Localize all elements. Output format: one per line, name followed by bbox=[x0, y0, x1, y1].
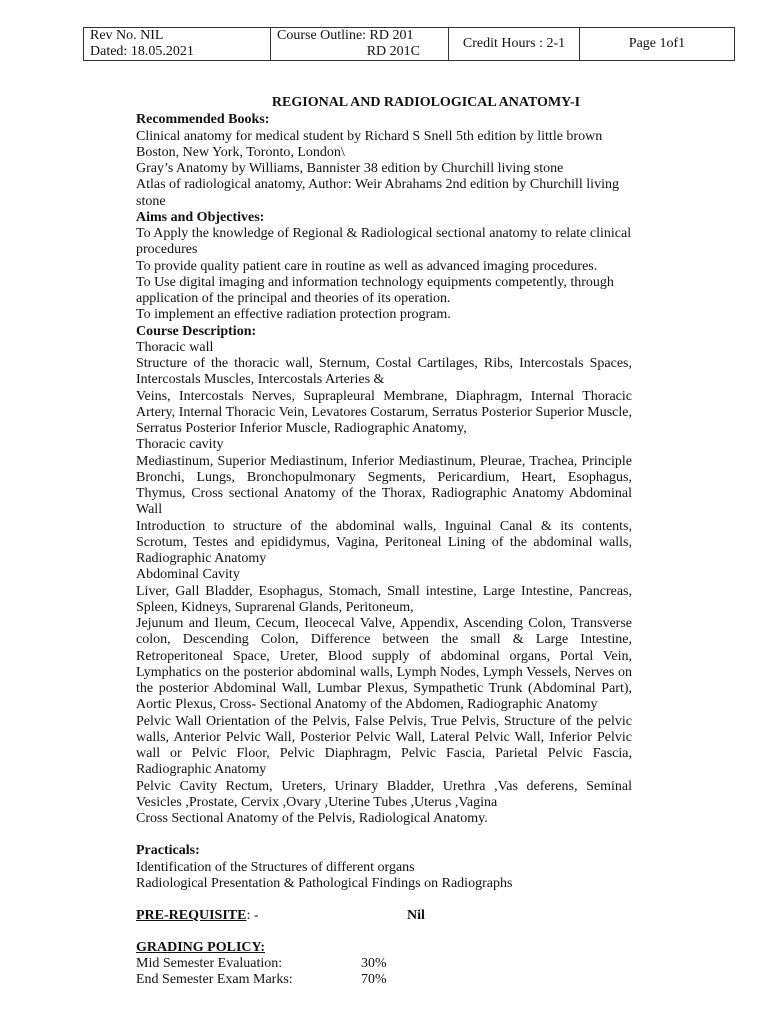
course-outline-line2: RD 201C bbox=[366, 44, 420, 59]
prerequisite-row bbox=[136, 908, 632, 924]
course-description-heading: Course Description: bbox=[136, 323, 257, 339]
description-paragraph: Veins, Intercostals Nerves, Suprapleural Membrane, Diaphragm, Internal Thoracic Artery, Internal Thoracic Vein, Levatores Costarum, Serratus Posterior Superior Muscle, Serratus Posterior Inferior Muscle, Radiographic Anatomy, bbox=[136, 388, 632, 436]
grading-label: Mid Semester Evaluation: bbox=[136, 956, 283, 972]
prerequisite-separator: : - bbox=[246, 908, 259, 923]
book-item: Clinical anatomy for medical student by Richard S Snell 5th edition by little brown Boston, New York, Toronto, London\ bbox=[136, 128, 603, 160]
prerequisite-label: PRE-REQUISITE bbox=[136, 908, 247, 923]
section-spacer bbox=[136, 827, 632, 843]
section-spacer bbox=[136, 924, 632, 940]
practicals-heading: Practicals: bbox=[136, 843, 200, 859]
dated: Dated: 18.05.2021 bbox=[90, 44, 194, 59]
document-body bbox=[136, 95, 632, 988]
page-number-cell bbox=[580, 28, 735, 61]
book-item: Gray’s Anatomy by Williams, Bannister 38 edition by Churchill living stone bbox=[136, 161, 564, 176]
description-paragraph: Mediastinum, Superior Mediastinum, Inferior Mediastinum, Pleurae, Trachea, Principle Bronchi, Lungs, Bronchopulmonary Segments, Pericardium, Heart, Esophagus, Thymus, Cross sectional Anatomy of the Thorax, Radiographic Anatomy Abdominal Wall bbox=[136, 453, 632, 518]
rev-no: Rev No. NIL bbox=[90, 28, 164, 43]
description-paragraph: Thoracic cavity bbox=[136, 437, 224, 453]
rev-date-cell bbox=[84, 28, 271, 61]
document-header-table bbox=[83, 27, 735, 61]
description-paragraph: Thoracic wall bbox=[136, 339, 214, 355]
description-paragraph: Cross Sectional Anatomy of the Pelvis, Radiological Anatomy. bbox=[136, 811, 488, 826]
recommended-books-heading: Recommended Books: bbox=[136, 112, 270, 128]
grading-policy-heading-row bbox=[136, 940, 632, 956]
aim-item: To provide quality patient care in routine as well as advanced imaging procedures. bbox=[136, 258, 598, 274]
aim-item: To Use digital imaging and information technology equipments competently, through application of the principal and theories of its operation. bbox=[136, 274, 614, 306]
credit-hours-cell bbox=[449, 28, 580, 61]
course-title: REGIONAL AND RADIOLOGICAL ANATOMY-I bbox=[271, 95, 581, 110]
grading-label: End Semester Exam Marks: bbox=[136, 972, 293, 988]
course-outline-line1: Course Outline: RD 201 bbox=[277, 28, 414, 43]
course-outline-cell bbox=[271, 28, 449, 61]
aim-item: To Apply the knowledge of Regional & Radiological sectional anatomy to relate clinical procedures bbox=[136, 226, 632, 258]
description-paragraph: Pelvic Cavity Rectum, Ureters, Urinary Bladder, Urethra ,Vas deferens, Seminal Vesicles ,Prostate, Cervix ,Ovary ,Uterine Tubes ,Uterus ,Vagina bbox=[136, 778, 632, 810]
practical-item: Radiological Presentation & Pathological Findings on Radiographs bbox=[136, 875, 513, 891]
book-item: Atlas of radiological anatomy, Author: Weir Abrahams 2nd edition by Churchill living stone bbox=[136, 177, 619, 209]
grading-policy-heading: GRADING POLICY: bbox=[136, 940, 265, 955]
description-paragraph: Jejunum and Ileum, Cecum, Ileocecal Valve, Appendix, Ascending Colon, Transverse colon, Descending Colon, Difference between the small & Large Intestine, Retroperitoneal Space, Ureter, Blood supply of abdominal organs, Portal Vein, Lymphatics on the posterior abdominal walls, Lymph Nodes, Lymph Vessels, Nerves on the posterior Abdominal Wall, Lumbar Plexus, Sympathetic Trunk (Abdominal Part), Aortic Plexus, Cross- Sectional Anatomy of the Abdomen, Radiographic Anatomy bbox=[136, 616, 632, 713]
description-paragraph: Introduction to structure of the abdominal walls, Inguinal Canal & its contents, Scrotum, Testes and epididymus, Vagina, Peritoneal Lining of the abdominal walls, Radiographic Anatomy bbox=[136, 518, 632, 566]
description-paragraph: Pelvic Wall Orientation of the Pelvis, False Pelvis, True Pelvis, Structure of the pelvic walls, Anterior Pelvic Wall, Posterior Pelvic Wall, Lateral Pelvic Wall, Inferior Pelvic wall or Pelvic Floor, Pelvic Diaphragm, Pelvic Fascia, Parietal Pelvic Fascia, Radiographic Anatomy bbox=[136, 713, 632, 778]
prerequisite-value: Nil bbox=[407, 908, 425, 923]
section-spacer bbox=[136, 892, 632, 908]
description-paragraph: Abdominal Cavity bbox=[136, 567, 240, 583]
description-paragraph: Structure of the thoracic wall, Sternum, Costal Cartilages, Ribs, Intercostals Spaces, Intercostals Muscles, Intercostals Arteries & bbox=[136, 356, 632, 388]
grading-value: 70% bbox=[361, 972, 387, 988]
aim-item: To implement an effective radiation protection program. bbox=[136, 307, 451, 323]
page-number: Page 1of1 bbox=[628, 36, 686, 51]
grading-row bbox=[136, 956, 632, 972]
grading-row bbox=[136, 972, 632, 988]
description-paragraph: Liver, Gall Bladder, Esophagus, Stomach, Small intestine, Large Intestine, Pancreas, Spleen, Kidneys, Suprarenal Glands, Peritoneum, bbox=[136, 583, 632, 615]
credit-hours: Credit Hours : 2-1 bbox=[462, 36, 566, 51]
grading-value: 30% bbox=[361, 956, 387, 972]
aims-heading: Aims and Objectives: bbox=[136, 209, 265, 225]
practical-item: Identification of the Structures of different organs bbox=[136, 859, 415, 875]
